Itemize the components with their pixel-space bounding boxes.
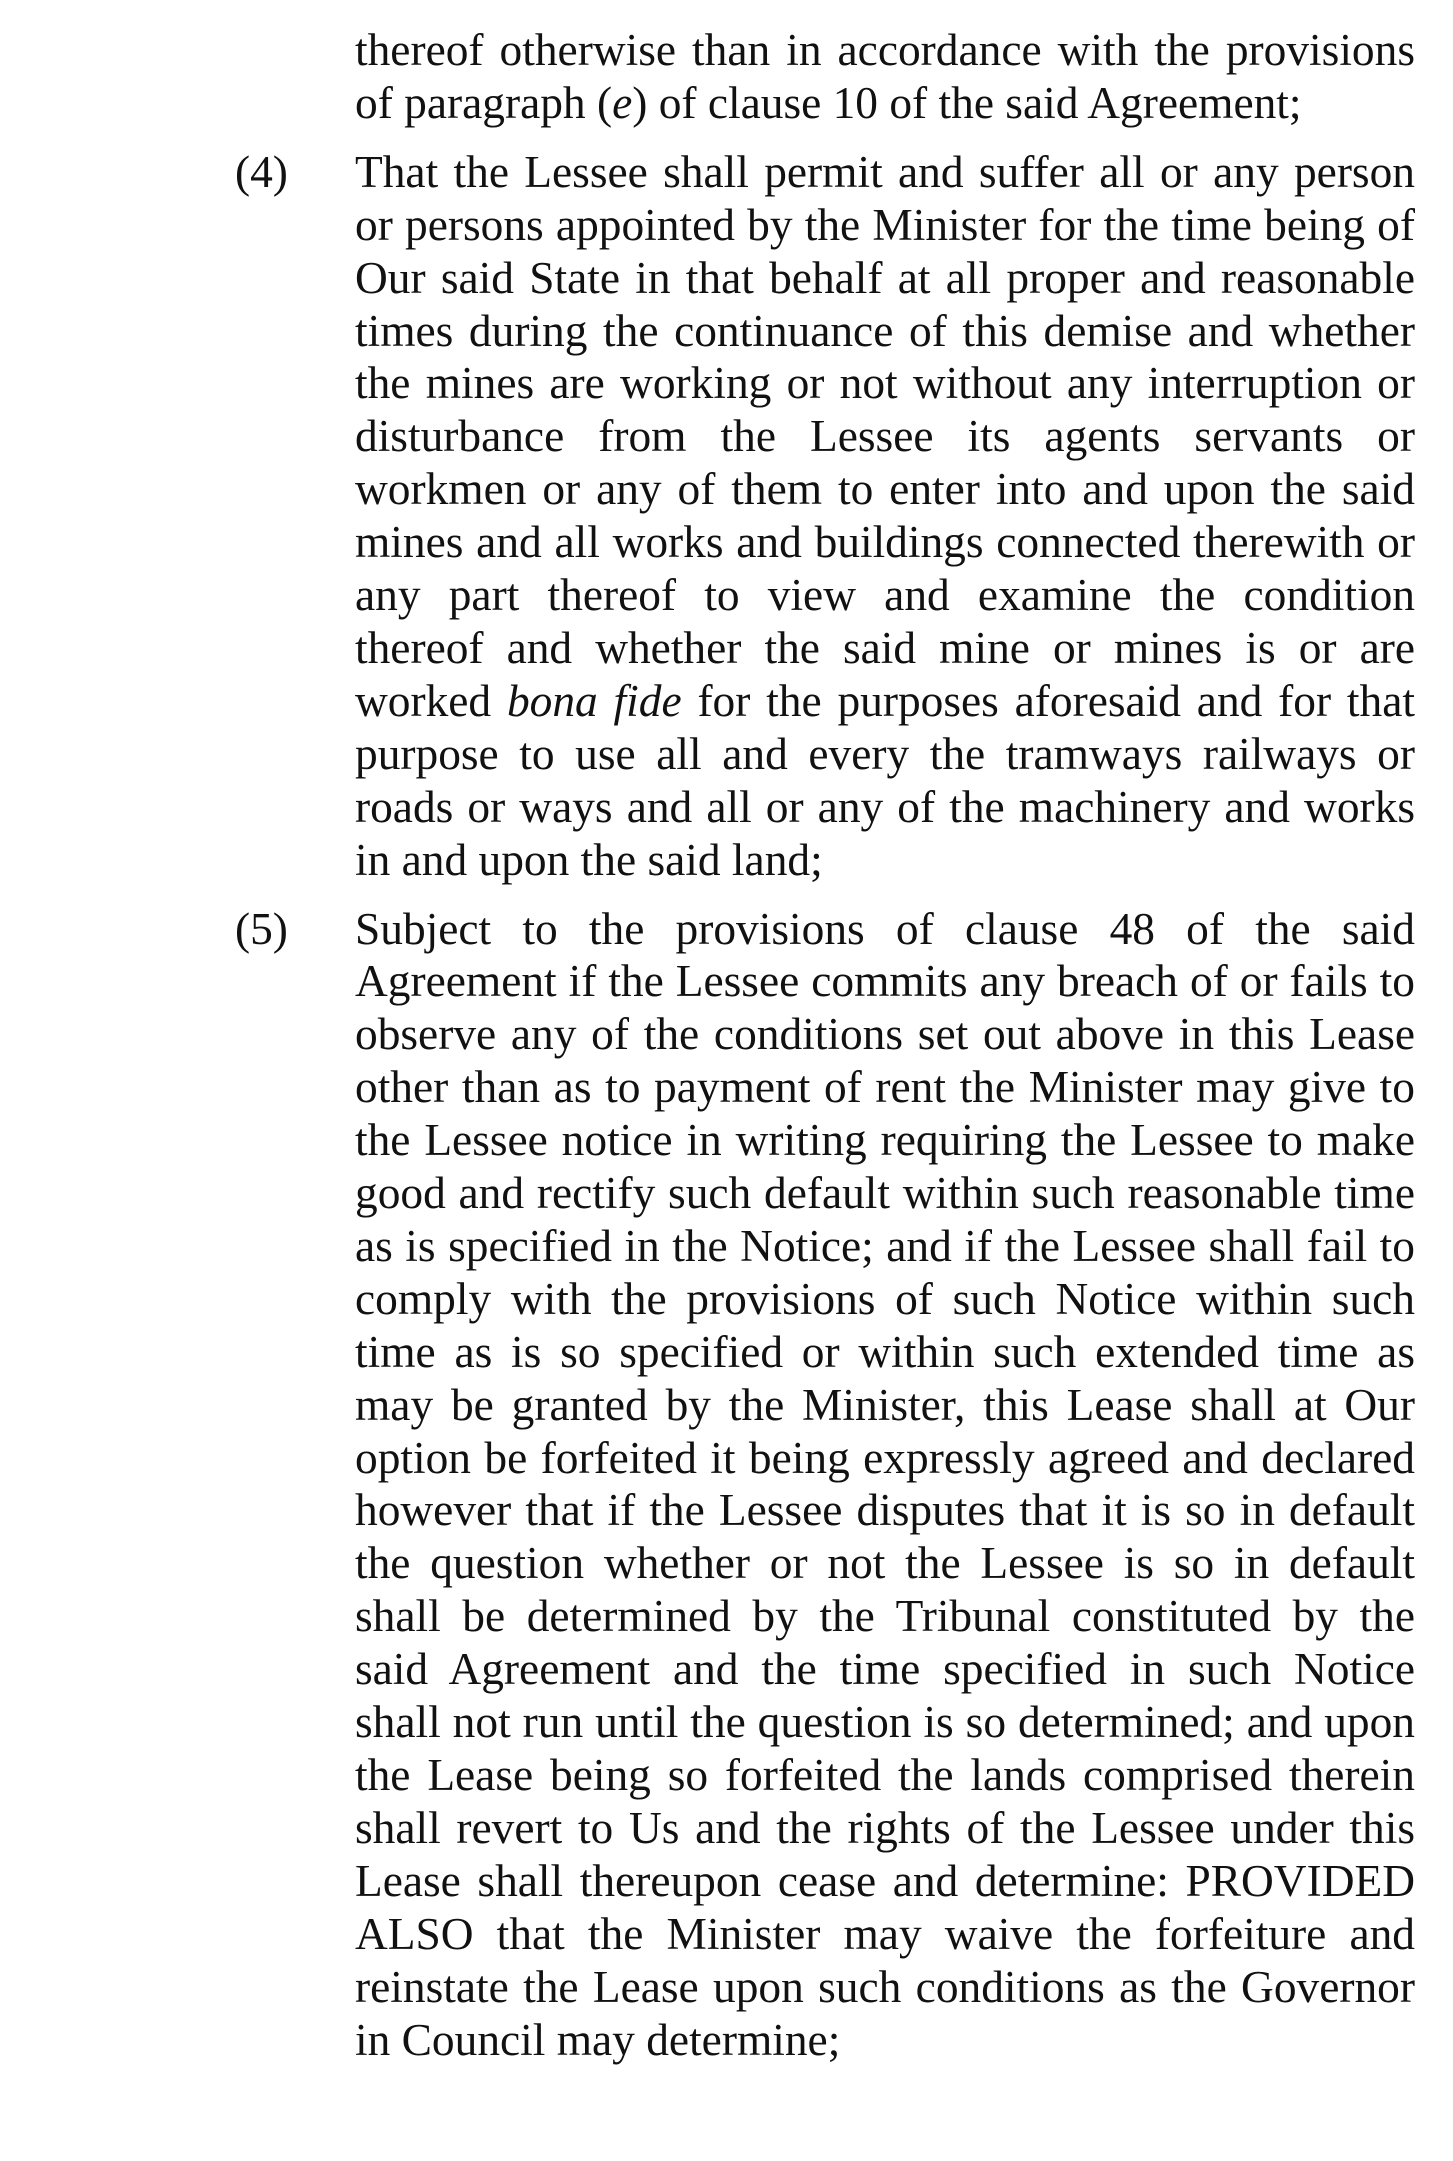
clause-4-paragraph (235, 146, 1415, 887)
clause-4-number: (4) (235, 146, 288, 197)
clause-4-italic-term: bona fide (506, 675, 682, 726)
clause-4-text-end: for the purposes aforesaid and for that purpose to use all and every the tramways railways or roads or ways and all or any of the machinery and works in and upon the said land; (355, 675, 1415, 885)
continuation-text-start: thereof otherwise than in accordance with the provisions of paragraph ( (355, 25, 1415, 128)
continuation-text-end: ) of clause 10 of the said Agreement; (632, 77, 1302, 128)
clause-5-paragraph (235, 903, 1415, 2067)
clause-5-number: (5) (235, 903, 288, 954)
clause-5-text: Subject to the provisions of clause 48 of the said Agreement if the Lessee commits any breach of or fails to observe any of the conditions set out above in this Lease other than as to payment of rent the Minister may give to the Lessee notice in writing requiring the Lessee to make good and rectify such default within such reasonable time as is specified in the Notice; and if the Lessee shall fail to comply with the provisions of such Notice within such time as is so specified or within such extended time as may be granted by the Minister, this Lease shall at Our option be forfeited it being expressly agreed and declared however that if the Lessee disputes that it is so in default the question whether or not the Lessee is so in default shall be determined by the Tribunal constituted by the said Agreement and the time specified in such Notice shall not run until the question is so determined; and upon the Lease being so forfeited the lands comprised therein shall revert to Us and the rights of the Lessee under this Lease shall thereupon cease and determine: PROVIDED ALSO that the Minister may waive the forfeiture and reinstate the Lease upon such conditions as the Governor in Council may determine; (355, 903, 1415, 2065)
paragraph-reference-letter: e (612, 77, 633, 128)
clause-4-text-start: That the Lessee shall permit and suffer all or any person or persons appointed by the Minister for the time being of Our said State in that behalf at all proper and reasonable times during the continuance of this demise and whether the mines are working or not without any interruption or disturbance from the Lessee its agents servants or workmen or any of them to enter into and upon the said mines and all works and buildings connected therewith or any part thereof to view and examine the condition thereof and whether the said mine or mines is or are worked (355, 146, 1415, 726)
continuation-paragraph (355, 24, 1415, 130)
